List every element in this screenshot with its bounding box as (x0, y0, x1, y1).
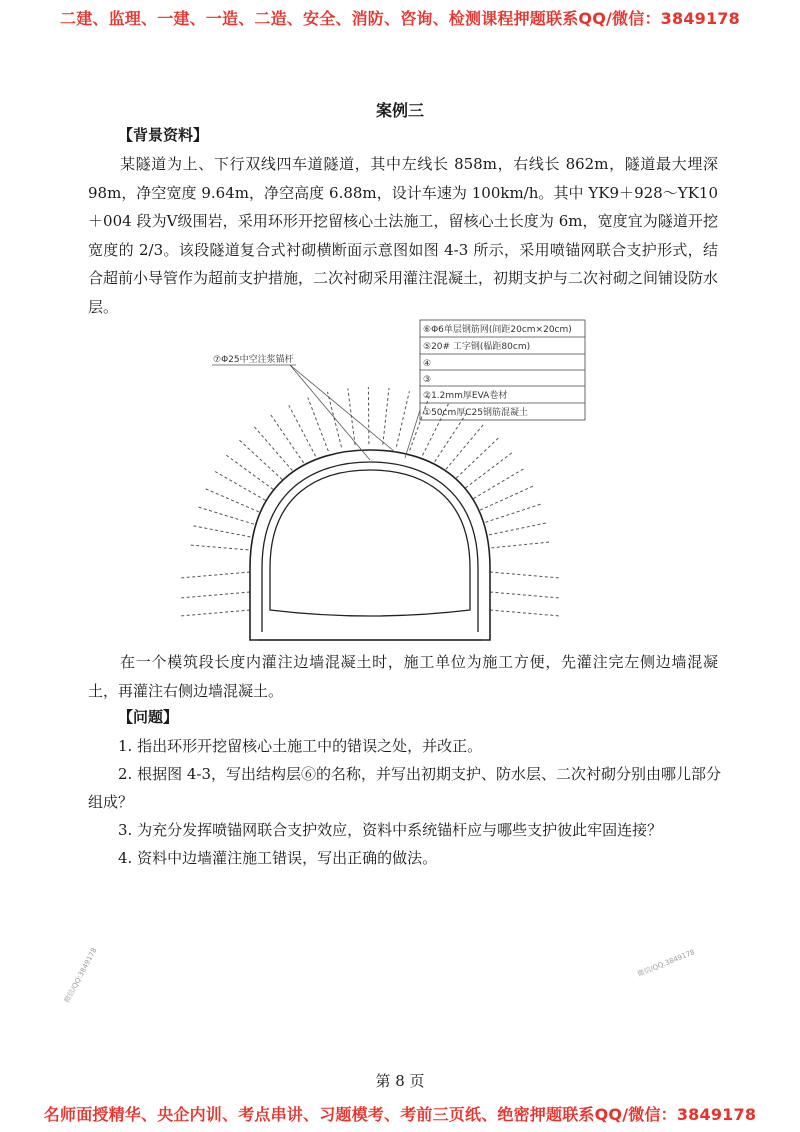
question-2: 2. 根据图 4-3，写出结构层⑥的名称，并写出初期支护、防水层、二次衬砌分别由哪儿部分组成？ (88, 765, 722, 811)
anchor-bolt-10 (308, 398, 329, 452)
anchor-bolt-28 (490, 572, 560, 578)
anchor-bolt-8 (271, 415, 304, 463)
legend-leader (405, 410, 420, 458)
anchor-bolt-13 (368, 387, 369, 444)
question-4: 4. 资料中边墙灌注施工错误，写出正确的做法。 (118, 849, 438, 867)
anchor-bolt-25 (489, 523, 548, 535)
anchor-bolt-9 (289, 405, 316, 456)
bolt-callout-label: ⑦Φ25中空注浆锚杆 (213, 355, 294, 365)
construction-paragraph: 在一个模筑段长度内灌注边墙混凝土时，施工单位为施工方便，先灌注完左侧边墙混凝土，再灌注右侧边墙混凝土。 (88, 653, 718, 700)
anchor-bolt-24 (485, 504, 542, 523)
anchor-bolt-30 (490, 592, 560, 598)
background-heading: 【背景资料】 (118, 126, 209, 144)
layer-2-label: ②1.2mm厚EVA卷材 (423, 391, 508, 401)
page-number: 第 8 页 (375, 1072, 425, 1090)
question-3: 3. 为充分发挥喷锚网联合支护效应，资料中系统锚杆应与哪些支护彼此牢固连接？ (118, 821, 663, 839)
anchor-bolt-27 (180, 572, 250, 578)
layer-1-label: ①50cm厚C25钢筋混凝土 (423, 408, 528, 418)
anchor-bolt-14 (383, 388, 389, 445)
anchor-bolt-11 (328, 392, 342, 447)
anchor-bolt-0 (189, 545, 249, 550)
bolt-callout-leader-1 (290, 365, 370, 460)
anchor-bolt-26 (491, 542, 551, 548)
layer-6-label: ⑥Φ6单层钢筋网(间距20cm×20cm) (423, 325, 572, 335)
footer-banner: 名师面授精华、央企内训、考点串讲、习题模考、考前三页纸、绝密押题联系QQ/微信：3849178 (43, 1105, 757, 1124)
anchor-bolt-31 (180, 610, 250, 616)
anchor-bolt-15 (396, 391, 409, 447)
anchor-bolt-32 (490, 610, 560, 616)
case-title: 案例三 (375, 101, 424, 120)
anchor-bolt-2 (197, 507, 254, 525)
anchor-bolt-29 (180, 592, 250, 598)
anchor-bolt-12 (348, 388, 355, 445)
bolt-callout-leader-2 (290, 365, 395, 452)
anchor-bolt-7 (254, 427, 292, 471)
anchor-bolt-1 (192, 526, 251, 537)
layer-3-label: ③ (423, 375, 432, 385)
questions-heading: 【问题】 (118, 708, 179, 726)
anchor-bolt-20 (456, 438, 498, 478)
header-banner: 二建、监理、一建、一造、二造、安全、消防、咨询、检测课程押题联系QQ/微信：3849178 (60, 9, 740, 28)
layer-5-label: ⑤20# 工字钢(榀距80cm) (423, 342, 531, 352)
layer-legend-box (420, 320, 585, 420)
anchor-bolt-5 (226, 455, 274, 490)
watermark-right: 微信/QQ:3849178 (636, 948, 696, 979)
anchor-bolt-6 (239, 440, 282, 480)
anchor-bolts (180, 387, 560, 616)
anchor-bolt-16 (410, 397, 430, 451)
question-1: 1. 指出环形开挖留核心土施工中的错误之处，并改正。 (118, 737, 483, 755)
layer-4-label: ④ (423, 359, 432, 369)
tunnel-cross-section-figure (0, 310, 800, 650)
background-paragraph: 某隧道为上、下行双线四车道隧道，其中左线长 858m，右线长 862m，隧道最大埋深 98m，净空宽度 9.64m，净空高度 6.88m，设计车速为 100km/h。其中 YK9＋928～YK10＋004 段为Ⅴ级围岩，采用环形开挖留核心土法施工，留核心土长度为 6m，宽度宜为隧道开挖宽度的 2/3。该段隧道复合式衬砌横断面示意图如图 4-3 所示，采用喷锚网联合支护形式，结合超前小导管作为超前支护措施，二次衬砌采用灌注混凝土，初期支护与二次衬砌之间铺设防水层。 (88, 155, 719, 316)
anchor-bolt-21 (466, 452, 513, 488)
tunnel-lining (250, 450, 490, 640)
watermark-left: 微信/QQ:3849178 (62, 946, 99, 1005)
anchor-bolt-19 (446, 425, 483, 470)
